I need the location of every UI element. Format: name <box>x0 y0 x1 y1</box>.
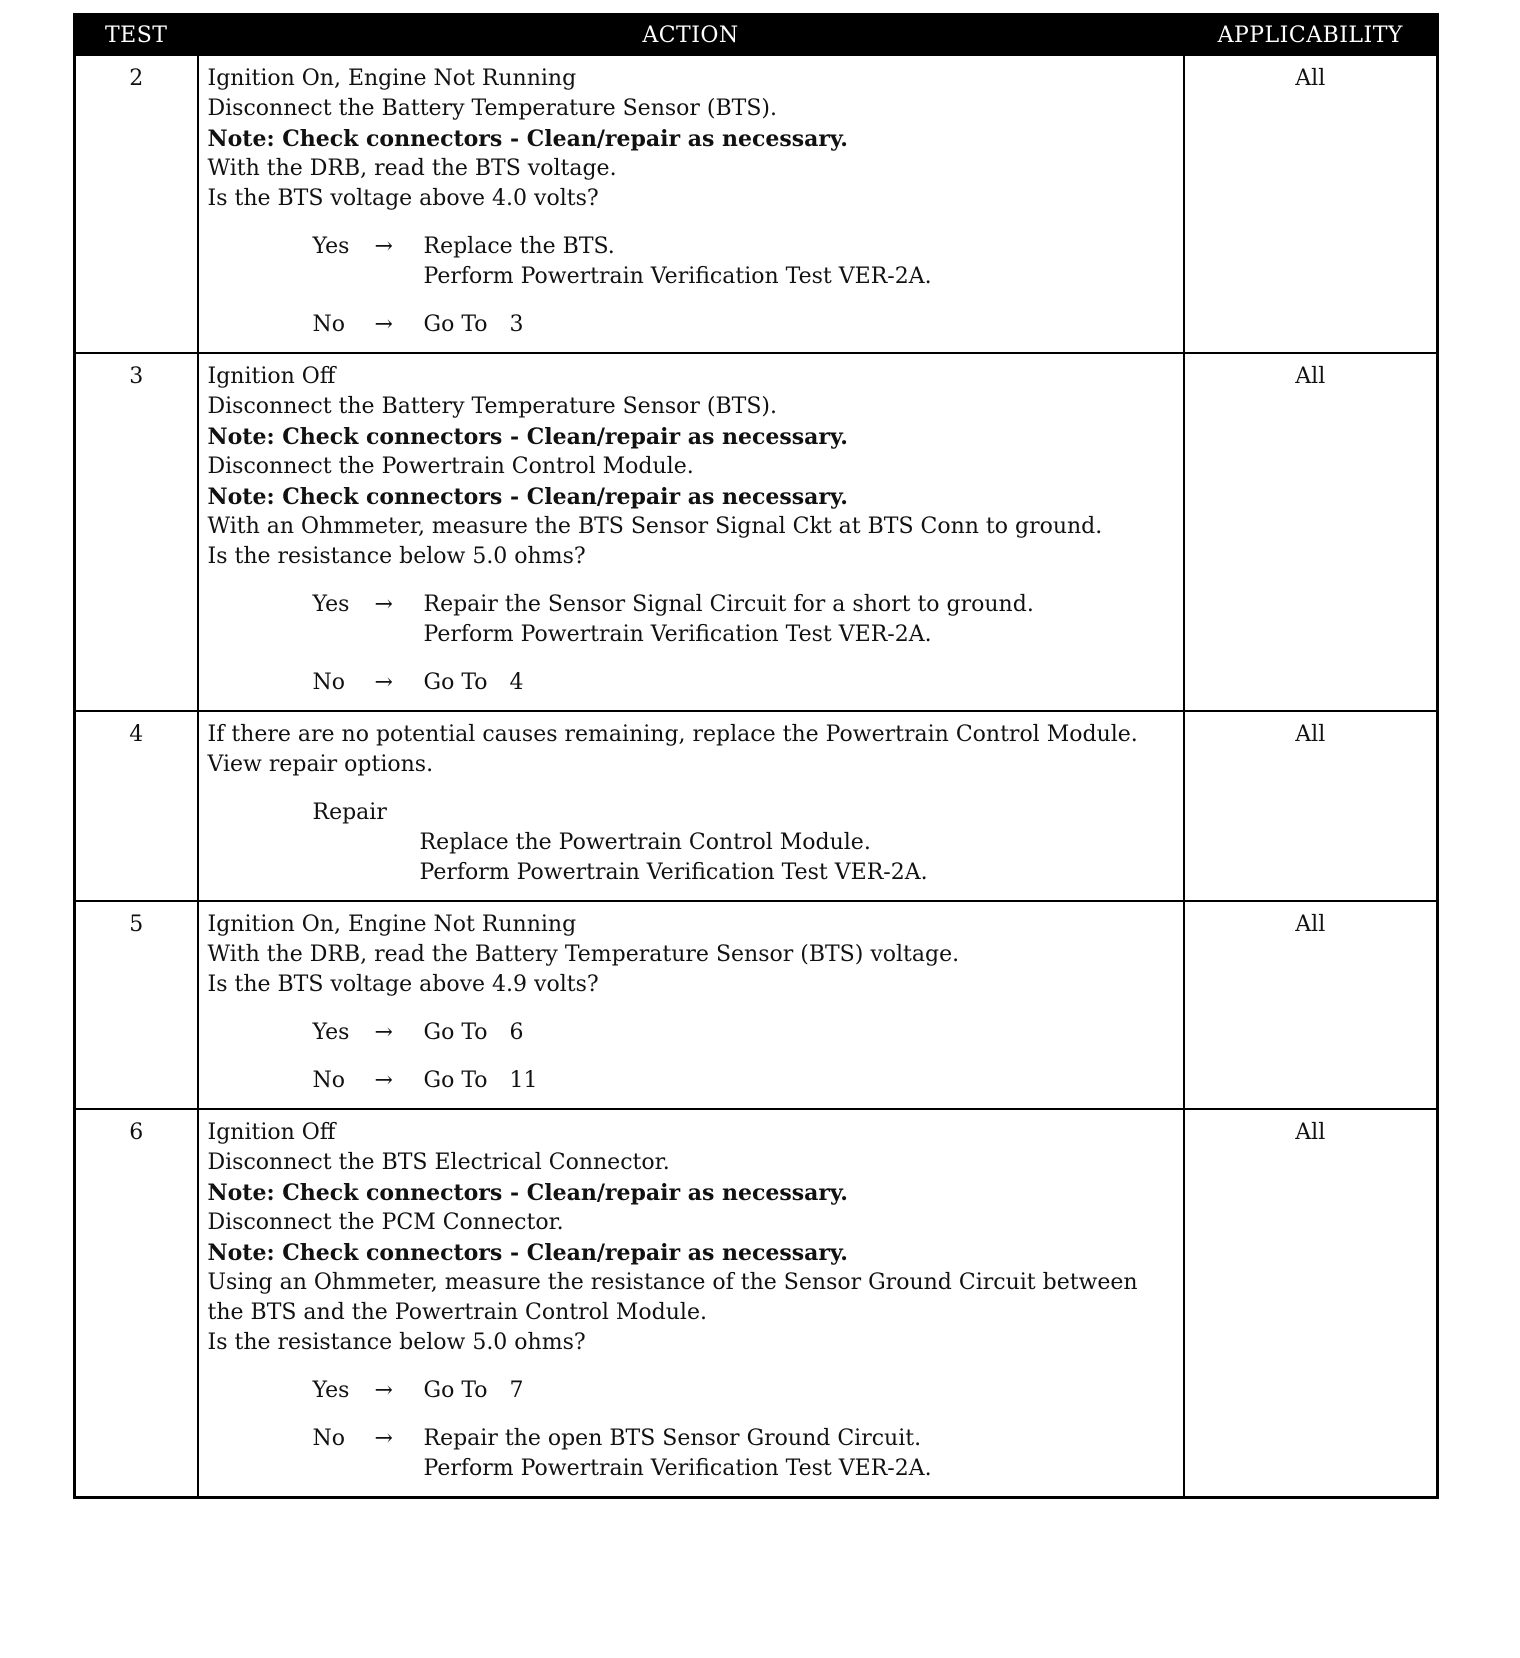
applicability-value: All <box>1184 711 1438 901</box>
note-text: Note: Check connectors - Clean/repair as necessary. <box>207 424 848 450</box>
yes-label: Yes <box>312 592 350 617</box>
no-outcome <box>313 668 1175 698</box>
step-text: the BTS and the Powertrain Control Module. <box>207 1300 707 1325</box>
no-outcome <box>313 1424 1175 1484</box>
yes-outcome <box>313 1376 1175 1406</box>
arrow-icon: → <box>374 312 393 337</box>
test-number: 3 <box>75 353 198 711</box>
step-text: Ignition Off <box>207 364 336 389</box>
yes-outcome <box>313 1018 1175 1048</box>
outcome-result <box>424 232 932 292</box>
yes-label: Yes <box>312 1020 350 1045</box>
no-outcome <box>313 310 1175 340</box>
result-text: Repair the Sensor Signal Circuit for a short to ground. <box>423 592 1034 617</box>
test-number: 4 <box>75 711 198 901</box>
action-cell <box>198 1109 1184 1498</box>
outcome-result <box>424 1424 932 1484</box>
yes-outcome <box>313 232 1175 292</box>
step-text: Ignition Off <box>207 1120 336 1145</box>
question-text: Is the resistance below 5.0 ohms? <box>207 1330 586 1355</box>
goto-link[interactable] <box>424 1376 524 1406</box>
arrow-icon: → <box>374 592 393 617</box>
arrow-icon: → <box>374 1426 393 1451</box>
table-header-row <box>75 15 1438 56</box>
step-text: Ignition On, Engine Not Running <box>207 912 577 937</box>
goto-label: Go To <box>423 1068 488 1093</box>
note-text: Note: Check connectors - Clean/repair as necessary. <box>207 126 848 152</box>
applicability-value: All <box>1184 1109 1438 1498</box>
outcome-result <box>424 590 1034 650</box>
goto-link[interactable] <box>424 1018 524 1048</box>
test-number: 6 <box>75 1109 198 1498</box>
arrow-icon: → <box>374 670 393 695</box>
no-label: No <box>312 670 345 695</box>
arrow-icon: → <box>374 1378 393 1403</box>
table-row <box>75 1109 1438 1498</box>
no-label: No <box>312 1068 345 1093</box>
repair-label: Repair <box>312 800 387 825</box>
diagnostic-test-table <box>73 13 1439 1499</box>
column-header-action: ACTION <box>198 15 1184 56</box>
goto-label: Go To <box>423 670 488 695</box>
no-outcome <box>313 1066 1175 1096</box>
result-text: Repair the open BTS Sensor Ground Circuit. <box>423 1426 922 1451</box>
test-number: 5 <box>75 901 198 1109</box>
step-text: With an Ohmmeter, measure the BTS Sensor Signal Ckt at BTS Conn to ground. <box>207 514 1103 539</box>
note-text: Note: Check connectors - Clean/repair as necessary. <box>207 484 848 510</box>
note-text: Note: Check connectors - Clean/repair as necessary. <box>207 1180 848 1206</box>
goto-link[interactable] <box>424 1066 538 1096</box>
goto-link[interactable] <box>424 310 524 340</box>
test-number: 2 <box>75 55 198 353</box>
column-header-applicability: APPLICABILITY <box>1184 15 1438 56</box>
repair-step-text: Perform Powertrain Verification Test VER-2A. <box>419 860 928 885</box>
note-text: Note: Check connectors - Clean/repair as necessary. <box>207 1240 848 1266</box>
step-text: Disconnect the BTS Electrical Connector. <box>207 1150 670 1175</box>
step-text: With the DRB, read the Battery Temperature Sensor (BTS) voltage. <box>207 942 960 967</box>
goto-label: Go To <box>423 1020 488 1045</box>
no-label: No <box>312 312 345 337</box>
action-cell <box>198 55 1184 353</box>
goto-test-number: 3 <box>509 312 524 337</box>
question-text: Is the resistance below 5.0 ohms? <box>207 544 586 569</box>
repair-steps <box>420 828 1175 888</box>
table-row <box>75 901 1438 1109</box>
arrow-icon: → <box>374 1020 393 1045</box>
step-text: With the DRB, read the BTS voltage. <box>207 156 617 181</box>
table-row <box>75 353 1438 711</box>
yes-label: Yes <box>312 1378 350 1403</box>
result-text: Perform Powertrain Verification Test VER-2A. <box>423 1456 932 1481</box>
column-header-test: TEST <box>75 15 198 56</box>
goto-test-number: 11 <box>509 1068 538 1093</box>
goto-test-number: 6 <box>509 1020 524 1045</box>
step-text: Ignition On, Engine Not Running <box>207 66 577 91</box>
step-text: Disconnect the PCM Connector. <box>207 1210 564 1235</box>
goto-link[interactable] <box>424 668 524 698</box>
applicability-value: All <box>1184 901 1438 1109</box>
no-label: No <box>312 1426 345 1451</box>
view-repair-options-link[interactable]: View repair options. <box>207 752 434 777</box>
goto-label: Go To <box>423 312 488 337</box>
yes-label: Yes <box>312 234 350 259</box>
step-text: Using an Ohmmeter, measure the resistance of the Sensor Ground Circuit between <box>207 1270 1138 1295</box>
step-text: Disconnect the Battery Temperature Sensor (BTS). <box>207 96 777 121</box>
yes-outcome <box>313 590 1175 650</box>
table-row <box>75 711 1438 901</box>
goto-label: Go To <box>423 1378 488 1403</box>
applicability-value: All <box>1184 353 1438 711</box>
question-text: Is the BTS voltage above 4.0 volts? <box>207 186 599 211</box>
result-text: Perform Powertrain Verification Test VER-2A. <box>423 622 932 647</box>
table-row <box>75 55 1438 353</box>
repair-step-text: Replace the Powertrain Control Module. <box>419 830 871 855</box>
action-cell <box>198 901 1184 1109</box>
arrow-icon: → <box>374 234 393 259</box>
step-text: If there are no potential causes remaining, replace the Powertrain Control Module. <box>207 722 1138 747</box>
question-text: Is the BTS voltage above 4.9 volts? <box>207 972 599 997</box>
arrow-icon: → <box>374 1068 393 1093</box>
goto-test-number: 4 <box>509 670 524 695</box>
applicability-value: All <box>1184 55 1438 353</box>
goto-test-number: 7 <box>509 1378 524 1403</box>
result-text: Perform Powertrain Verification Test VER-2A. <box>423 264 932 289</box>
result-text: Replace the BTS. <box>423 234 615 259</box>
action-cell <box>198 353 1184 711</box>
action-cell <box>198 711 1184 901</box>
step-text: Disconnect the Battery Temperature Sensor (BTS). <box>207 394 777 419</box>
step-text: Disconnect the Powertrain Control Module. <box>207 454 694 479</box>
